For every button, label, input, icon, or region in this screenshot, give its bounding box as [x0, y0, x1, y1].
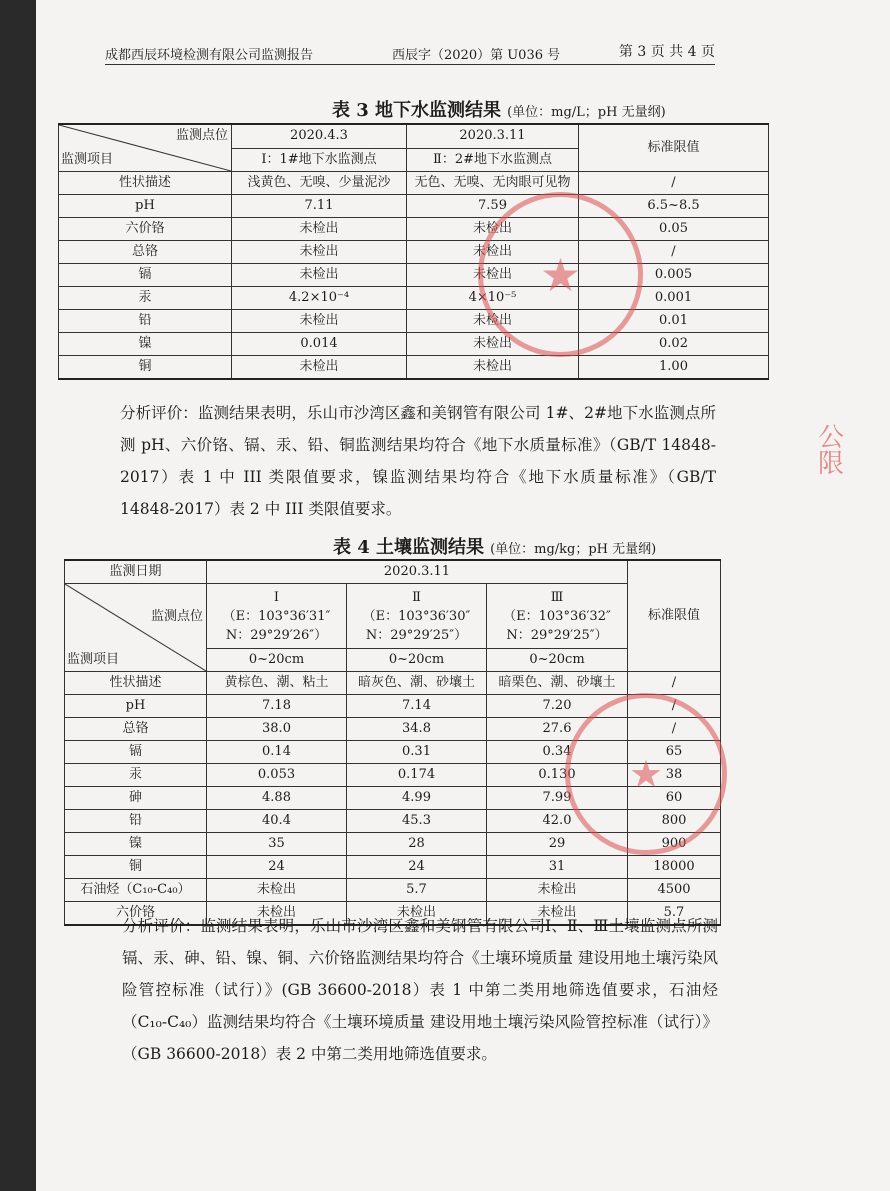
report-number: 西辰字（2020）第 U036 号 [392, 48, 561, 63]
table4-value-cell: 未检出 [487, 902, 628, 926]
page-number: 第 3 页 共 4 页 [618, 44, 715, 60]
inspection-seal-stamp [565, 693, 727, 855]
table4-value-cell: 40.4 [207, 810, 347, 833]
table4-value-cell: 暗灰色、潮、砂壤土 [347, 672, 487, 695]
table4-value-cell: 24 [207, 856, 347, 879]
table3-value-cell: 未检出 [407, 218, 579, 241]
table3-value-cell: 未检出 [232, 356, 407, 380]
table4-value-cell: 24 [347, 856, 487, 879]
table4-value-cell: 60 [628, 787, 721, 810]
table4-caption [333, 533, 656, 559]
table4-value-cell: 黄棕色、潮、粘土 [207, 672, 347, 695]
table4-corner-bottom: 监测项目 [67, 652, 120, 667]
table3-value-cell: 6.5~8.5 [579, 195, 769, 218]
table4-value-cell: / [628, 695, 721, 718]
table3-corner-top: 监测点位 [175, 128, 228, 143]
table4-value-cell: 4.99 [347, 787, 487, 810]
table3-title: 表 3 地下水监测结果 [332, 100, 502, 121]
table3-row [59, 218, 769, 241]
page-header [105, 38, 715, 65]
table3-value-cell: 未检出 [232, 241, 407, 264]
table3-value-cell: 0.01 [579, 310, 769, 333]
table3-item-cell: 铜 [59, 356, 232, 380]
table4-item-cell: 铜 [65, 856, 207, 879]
inspection-seal-stamp [478, 192, 643, 357]
table4-value-cell: 0.053 [207, 764, 347, 787]
company-name: 成都西辰环境检测有限公司监测报告 [105, 48, 314, 63]
table3-row [59, 310, 769, 333]
table3-value-cell: / [579, 241, 769, 264]
table4-row [65, 672, 721, 695]
table4-date: 2020.3.11 [207, 560, 628, 584]
table4-value-cell: 7.18 [207, 695, 347, 718]
table3-row [59, 356, 769, 380]
table4-item-cell: 总铬 [65, 718, 207, 741]
table4-value-cell: 34.8 [347, 718, 487, 741]
table4-row [65, 856, 721, 879]
table4-value-cell: 7.14 [347, 695, 487, 718]
table3-value-cell: 浅黄色、无嗅、少量泥沙 [232, 172, 407, 195]
table4-value-cell: 29 [487, 833, 628, 856]
table4-value-cell: 未检出 [347, 902, 487, 926]
table3-value-cell: 4.2×10⁻⁴ [232, 287, 407, 310]
table4-value-cell: 900 [628, 833, 721, 856]
table3-item-cell: 总铬 [59, 241, 232, 264]
table4-value-cell: 0.130 [487, 764, 628, 787]
table4-value-cell: 0.31 [347, 741, 487, 764]
table4-row [65, 879, 721, 902]
table4-value-cell: / [628, 718, 721, 741]
table3-item-cell: 铅 [59, 310, 232, 333]
table4-value-cell: 7.99 [487, 787, 628, 810]
seal-star-icon: ★ [539, 247, 582, 302]
table3-item-cell: pH [59, 195, 232, 218]
table3-value-cell: 未检出 [407, 264, 579, 287]
table3-value-cell: 0.05 [579, 218, 769, 241]
table3-value-cell: 未检出 [232, 310, 407, 333]
table4-value-cell: 未检出 [207, 879, 347, 902]
table4-value-cell: 42.0 [487, 810, 628, 833]
table3-date-2: 2020.3.11 [407, 124, 579, 148]
table4-value-cell: 4500 [628, 879, 721, 902]
table4-value-cell: 0.34 [487, 741, 628, 764]
table4-value-cell: 未检出 [487, 879, 628, 902]
table3-value-cell: 4×10⁻⁵ [407, 287, 579, 310]
table3-value-cell: 0.02 [579, 333, 769, 356]
table3-row [59, 195, 769, 218]
table3-caption [332, 96, 666, 122]
table4-value-cell: 35 [207, 833, 347, 856]
table4-value-cell: 38 [628, 764, 721, 787]
table3-item-cell: 镍 [59, 333, 232, 356]
table4-item-cell: 镉 [65, 741, 207, 764]
table3-value-cell: 未检出 [407, 241, 579, 264]
table4-item-cell: 石油烃（C₁₀-C₄₀） [65, 879, 207, 902]
table4-value-cell: / [628, 672, 721, 695]
table3-point-1: Ⅰ：1#地下水监测点 [232, 148, 407, 172]
table4-value-cell: 0.174 [347, 764, 487, 787]
table3-value-cell: 未检出 [407, 333, 579, 356]
table3-value-cell: 7.11 [232, 195, 407, 218]
table3-value-cell: / [579, 172, 769, 195]
table4-corner-cell [65, 584, 207, 672]
table4-depth-3: 0~20cm [487, 649, 628, 672]
table3-value-cell: 7.59 [407, 195, 579, 218]
table4-value-cell: 38.0 [207, 718, 347, 741]
table3-value-cell: 未检出 [407, 310, 579, 333]
table4-item-cell: 镍 [65, 833, 207, 856]
table4-unit: (单位：mg/kg；pH 无量纲) [490, 542, 657, 557]
table4-title: 表 4 土壤监测结果 [333, 537, 485, 558]
table4-std-header: 标准限值 [628, 560, 721, 672]
table4-value-cell: 27.6 [487, 718, 628, 741]
table4-value-cell: 800 [628, 810, 721, 833]
table3-value-cell: 0.005 [579, 264, 769, 287]
side-seal-mark: 公限 [818, 423, 845, 479]
table4-item-cell: pH [65, 695, 207, 718]
groundwater-table [58, 123, 769, 380]
seal-star-icon: ★ [628, 752, 664, 796]
table3-value-cell: 0.001 [579, 287, 769, 310]
table4-depth-2: 0~20cm [347, 649, 487, 672]
table3-item-cell: 镉 [59, 264, 232, 287]
table4-value-cell: 5.7 [347, 879, 487, 902]
table3-item-cell: 性状描述 [59, 172, 232, 195]
table3-value-cell: 0.014 [232, 333, 407, 356]
table4-value-cell: 0.14 [207, 741, 347, 764]
table3-analysis: 分析评价：监测结果表明，乐山市沙湾区鑫和美钢管有限公司 1#、2#地下水监测点所测 pH、六价铬、镉、汞、铅、铜监测结果均符合《地下水质量标准》（GB/T 14848-2017）表 1 中 III 类限值要求，镍监测结果均符合《地下水质量标准》（GB/T 14848-2017）表 2 中 III 类限值要求。 [120, 404, 716, 518]
table3-date-1: 2020.4.3 [232, 124, 407, 148]
table4-analysis: 分析评价：监测结果表明，乐山市沙湾区鑫和美钢管有限公司Ⅰ、Ⅱ、Ⅲ土壤监测点所测镉、汞、砷、铅、镍、铜、六价铬监测结果均符合《土壤环境质量 建设用地土壤污染风险管控标准（试行）》(GB 36600-2018）表 1 中第二类用地筛选值要求，石油烃（C₁₀-C₄₀）监测结果均符合《土壤环境质量 建设用地土壤污染风险管控标准（试行）》（GB 36600-2018）表 2 中第二类用地筛选值要求。 [122, 917, 718, 1063]
table3-item-cell: 六价铬 [59, 218, 232, 241]
table3-row [59, 287, 769, 310]
table4-value-cell: 65 [628, 741, 721, 764]
table4-item-cell: 铅 [65, 810, 207, 833]
table4-value-cell: 7.20 [487, 695, 628, 718]
table4-value-cell: 4.88 [207, 787, 347, 810]
table4-value-cell: 18000 [628, 856, 721, 879]
table3-corner-bottom: 监测项目 [61, 152, 114, 167]
table4-value-cell: 未检出 [207, 902, 347, 926]
table4-corner-top: 监测点位 [150, 609, 203, 624]
table3-value-cell: 未检出 [232, 264, 407, 287]
table4-date-label: 监测日期 [65, 560, 207, 584]
table4-value-cell: 45.3 [347, 810, 487, 833]
table4-point-1: Ⅰ （E：103°36′31″ N：29°29′26″） [207, 584, 347, 649]
table3-value-cell: 未检出 [407, 356, 579, 380]
table4-point-3: Ⅲ （E：103°36′32″ N：29°29′25″） [487, 584, 628, 649]
table3-row [59, 264, 769, 287]
table3-row [59, 172, 769, 195]
table4-item-cell: 六价铬 [65, 902, 207, 926]
table3-std-header: 标准限值 [579, 124, 769, 172]
table3-value-cell: 无色、无嗅、无肉眼可见物 [407, 172, 579, 195]
table3-value-cell: 1.00 [579, 356, 769, 380]
table3-point-2: Ⅱ：2#地下水监测点 [407, 148, 579, 172]
table3-value-cell: 未检出 [232, 218, 407, 241]
table4-item-cell: 性状描述 [65, 672, 207, 695]
table3-unit: (单位：mg/L；pH 无量纲) [507, 105, 666, 120]
table4-point-2: Ⅱ （E：103°36′30″ N：29°29′25″） [347, 584, 487, 649]
table4-item-cell: 砷 [65, 787, 207, 810]
table4-value-cell: 31 [487, 856, 628, 879]
table3-row [59, 241, 769, 264]
table4-value-cell: 暗栗色、潮、砂壤土 [487, 672, 628, 695]
table3-row [59, 333, 769, 356]
table4-value-cell: 5.7 [628, 902, 721, 926]
table4-item-cell: 汞 [65, 764, 207, 787]
table3-corner-cell [59, 124, 232, 172]
table3-item-cell: 汞 [59, 287, 232, 310]
table4-depth-1: 0~20cm [207, 649, 347, 672]
table4-value-cell: 28 [347, 833, 487, 856]
